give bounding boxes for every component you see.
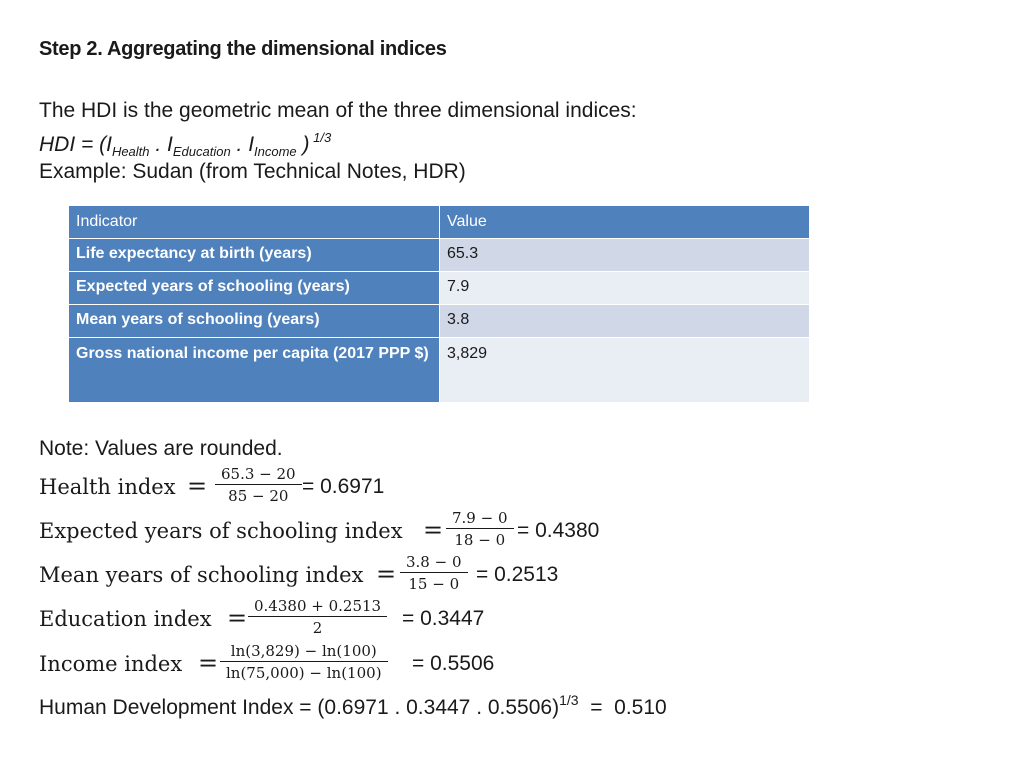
value-cell: 3,829 — [440, 338, 810, 403]
table-row — [69, 338, 810, 403]
denominator: ln(75,000) − ln(100) — [226, 664, 382, 682]
formula-result: = 0.3447 — [402, 607, 485, 630]
page-title: Step 2. Aggregating the dimensional indices — [39, 38, 447, 60]
fraction — [248, 596, 387, 639]
denominator: 18 − 0 — [454, 531, 506, 549]
formula-result: = 0.6971 — [302, 475, 385, 498]
table-row — [69, 239, 810, 272]
example-text: Example: Sudan (from Technical Notes, HDR) — [39, 160, 466, 183]
hdi-formula-prefix: HDI = (I — [39, 133, 112, 156]
hdi-final-text: Human Development Index = (0.6971 . 0.3447 . 0.5506) — [39, 696, 560, 719]
value-cell: 65.3 — [440, 239, 810, 272]
header-indicator: Indicator — [69, 206, 440, 239]
value-cell: 3.8 — [440, 305, 810, 338]
formula-label: Expected years of schooling index — [39, 519, 403, 543]
value-cell: 7.9 — [440, 272, 810, 305]
numerator: 7.9 − 0 — [452, 509, 508, 527]
formula-label: Education index — [39, 607, 212, 631]
numerator: 0.4380 + 0.2513 — [254, 597, 382, 615]
hdi-formula-mid-2: . I — [230, 133, 255, 156]
hdi-formula-sub-income: Income — [254, 144, 297, 159]
note-text: Note: Values are rounded. — [39, 437, 283, 460]
hdi-formula-mid-1: . I — [149, 133, 173, 156]
formula-label: Income index — [39, 652, 183, 676]
denominator: 85 − 20 — [228, 487, 289, 505]
hdi-formula-sub-health: Health — [111, 144, 150, 159]
indicator-table — [68, 205, 810, 403]
fraction — [215, 464, 302, 507]
hdi-final-exponent: 1/3 — [559, 692, 579, 708]
hdi-final-result: = 0.510 — [578, 696, 667, 719]
intro-text: The HDI is the geometric mean of the three dimensional indices: — [39, 99, 637, 122]
indicator-cell: Life expectancy at birth (years) — [69, 239, 440, 272]
hdi-formula-close: ) — [296, 133, 310, 156]
equals-sign: = — [423, 516, 444, 544]
numerator: 3.8 − 0 — [406, 553, 462, 571]
denominator: 2 — [312, 619, 323, 637]
equals-sign: = — [376, 560, 397, 588]
formula-result: = 0.2513 — [476, 563, 559, 586]
equals-sign: = — [187, 472, 208, 500]
table-row — [69, 272, 810, 305]
equals-sign: = — [198, 649, 219, 677]
indicator-cell: Mean years of schooling (years) — [69, 305, 440, 338]
hdi-final-formula — [39, 692, 667, 720]
formula-label: Mean years of schooling index — [39, 563, 364, 587]
indicator-cell: Gross national income per capita (2017 PPP $) — [69, 338, 440, 403]
formula-label: Health index — [39, 475, 176, 499]
fraction — [446, 508, 514, 551]
table-row — [69, 305, 810, 338]
indicator-cell: Expected years of schooling (years) — [69, 272, 440, 305]
table-header-row — [69, 206, 810, 239]
equals-sign: = — [227, 604, 248, 632]
hdi-formula — [39, 130, 331, 159]
denominator: 15 − 0 — [408, 575, 460, 593]
hdi-formula-sub-education: Education — [172, 144, 231, 159]
hdi-formula-exponent: 1/3 — [309, 130, 332, 145]
numerator: 65.3 − 20 — [221, 465, 296, 483]
formula-result: = 0.5506 — [412, 652, 495, 675]
formula-result: = 0.4380 — [517, 519, 600, 542]
numerator: ln(3,829) − ln(100) — [230, 642, 377, 660]
fraction — [400, 552, 468, 595]
header-value: Value — [440, 206, 810, 239]
fraction — [220, 641, 388, 684]
